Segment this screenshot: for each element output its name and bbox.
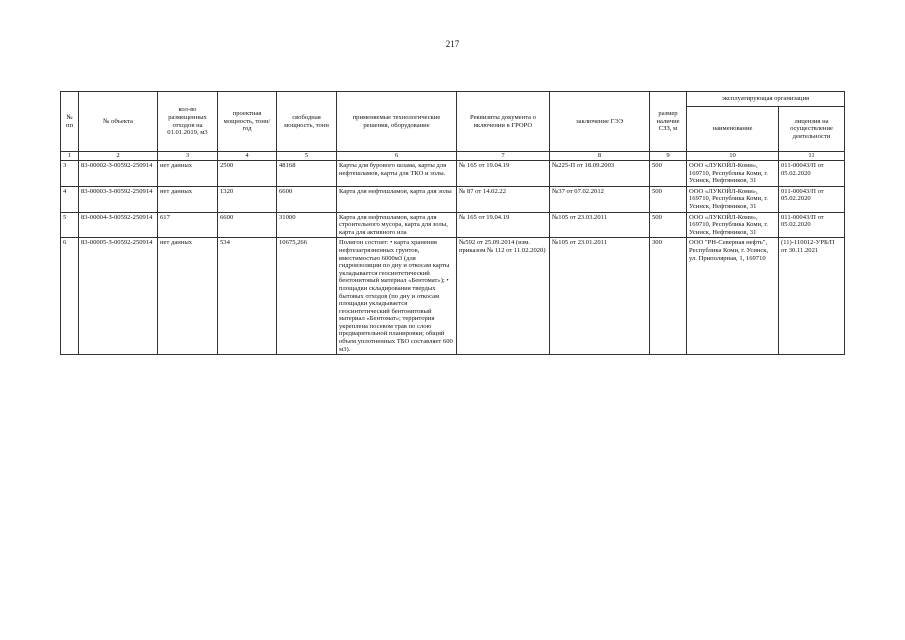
column-number: 5 bbox=[277, 152, 337, 161]
cell-license: 011-00043/П от 05.02.2020 bbox=[779, 186, 845, 212]
column-number: 11 bbox=[779, 152, 845, 161]
cell-tech: Карты для бурового шлама, карты для нефтешламов, карты для ТКО и золы. bbox=[337, 161, 457, 187]
cell-free-capacity: 10675,266 bbox=[277, 238, 337, 355]
page-number: 217 bbox=[445, 39, 460, 49]
cell-free-capacity: 6600 bbox=[277, 186, 337, 212]
cell-num: 6 bbox=[61, 238, 79, 355]
cell-waste-qty: 617 bbox=[158, 212, 218, 238]
cell-free-capacity: 31000 bbox=[277, 212, 337, 238]
cell-szz: 500 bbox=[650, 212, 687, 238]
cell-szz: 500 bbox=[650, 161, 687, 187]
cell-license: 011-00043/П от 05.02.2020 bbox=[779, 161, 845, 187]
cell-groro: №592 от 25.09.2014 (изм. приказом № 112 от 11.02.2020) bbox=[457, 238, 550, 355]
cell-gee: №37 от 07.02.2012 bbox=[550, 186, 650, 212]
cell-groro: № 87 от 14.02.22 bbox=[457, 186, 550, 212]
header-waste-qty: кол-во размещенных отходов на 01.01.2019, м3 bbox=[158, 92, 218, 152]
cell-capacity: 534 bbox=[218, 238, 277, 355]
column-number: 10 bbox=[687, 152, 779, 161]
cell-szz: 300 bbox=[650, 238, 687, 355]
cell-object-no: 83-00004-З-00592-250914 bbox=[79, 212, 158, 238]
column-number: 9 bbox=[650, 152, 687, 161]
cell-tech: Карта для нефтешламов, карта для золы bbox=[337, 186, 457, 212]
column-number: 8 bbox=[550, 152, 650, 161]
cell-groro: № 165 от 19.04.19 bbox=[457, 212, 550, 238]
table-row bbox=[61, 212, 845, 238]
cell-tech: Полигон состоит: • карта хранения нефтезагрязненных грунтов, вместимостью 6000м3 (для гидроизоляции по дну и откосам карты укладывается геосинтетический бентонитовый материал «Бентомат»); • площадки складирования твердых бытовых отходов (по дну и откосам площадки укладывается геосинтетический бентонитовый материал «Бентомат»; территория укреплена посевом трав по слою предварительной планировки; общий объем уплотненных ТБО составляет 600 м3). bbox=[337, 238, 457, 355]
cell-object-no: 83-00002-З-00592-250914 bbox=[79, 161, 158, 187]
cell-waste-qty: нет данных bbox=[158, 238, 218, 355]
header-capacity: проектная мощность, тонн/год bbox=[218, 92, 277, 152]
cell-license: (11)-110012-УРБ/П от 30.11.2021 bbox=[779, 238, 845, 355]
cell-num: 5 bbox=[61, 212, 79, 238]
cell-free-capacity: 48168 bbox=[277, 161, 337, 187]
header-groro: Реквизиты документа о включении в ГРОРО bbox=[457, 92, 550, 152]
column-number: 7 bbox=[457, 152, 550, 161]
column-number: 3 bbox=[158, 152, 218, 161]
cell-capacity: 6600 bbox=[218, 212, 277, 238]
cell-capacity: 1320 bbox=[218, 186, 277, 212]
cell-szz: 500 bbox=[650, 186, 687, 212]
header-gee: заключение ГЭЭ bbox=[550, 92, 650, 152]
column-number: 1 bbox=[61, 152, 79, 161]
header-num: № пп bbox=[61, 92, 79, 152]
cell-capacity: 2500 bbox=[218, 161, 277, 187]
cell-gee: №105 от 23.01.2011 bbox=[550, 238, 650, 355]
table-row bbox=[61, 186, 845, 212]
column-number: 4 bbox=[218, 152, 277, 161]
cell-operator: ООО «ЛУКОЙЛ-Коми», 169710, Республика Коми, г. Усинск, Нефтяников, 31 bbox=[687, 212, 779, 238]
header-operator-group: эксплуатирующая организация bbox=[687, 92, 845, 107]
column-numbers-row bbox=[61, 152, 845, 161]
cell-waste-qty: нет данных bbox=[158, 161, 218, 187]
table-row bbox=[61, 161, 845, 187]
waste-facilities-table bbox=[60, 91, 845, 355]
cell-groro: № 165 от 19.04.19 bbox=[457, 161, 550, 187]
cell-tech: Карта для нефтешламов, карта для строительного мусора, карта для золы, карта для активного ила bbox=[337, 212, 457, 238]
cell-num: 4 bbox=[61, 186, 79, 212]
cell-operator: ООО "РН-Северная нефть", Республика Коми, г. Усинск, ул. Приполярная, 1, 169710 bbox=[687, 238, 779, 355]
cell-num: 3 bbox=[61, 161, 79, 187]
header-szz: размер наличие СЗЗ, м bbox=[650, 92, 687, 152]
header-operator-name: наименование bbox=[687, 107, 779, 152]
cell-license: 011-00043/П от 05.02.2020 bbox=[779, 212, 845, 238]
header-license: лицензия на осуществление деятельности bbox=[779, 107, 845, 152]
cell-gee: №225-П от 18.09.2003 bbox=[550, 161, 650, 187]
cell-operator: ООО «ЛУКОЙЛ-Коми», 169710, Республика Коми, г. Усинск, Нефтяников, 31 bbox=[687, 186, 779, 212]
header-free-capacity: свободная мощность, тонн bbox=[277, 92, 337, 152]
cell-operator: ООО «ЛУКОЙЛ-Коми», 169710, Республика Коми, г. Усинск, Нефтяников, 31 bbox=[687, 161, 779, 187]
cell-object-no: 83-00003-З-00592-250914 bbox=[79, 186, 158, 212]
header-tech: применяемые технологические решения, оборудование bbox=[337, 92, 457, 152]
table-row bbox=[61, 238, 845, 355]
cell-object-no: 83-00005-З-00592-250914 bbox=[79, 238, 158, 355]
header-object-no: № объекта bbox=[79, 92, 158, 152]
column-number: 2 bbox=[79, 152, 158, 161]
column-number: 6 bbox=[337, 152, 457, 161]
cell-gee: №105 от 23.03.2011 bbox=[550, 212, 650, 238]
cell-waste-qty: нет данных bbox=[158, 186, 218, 212]
